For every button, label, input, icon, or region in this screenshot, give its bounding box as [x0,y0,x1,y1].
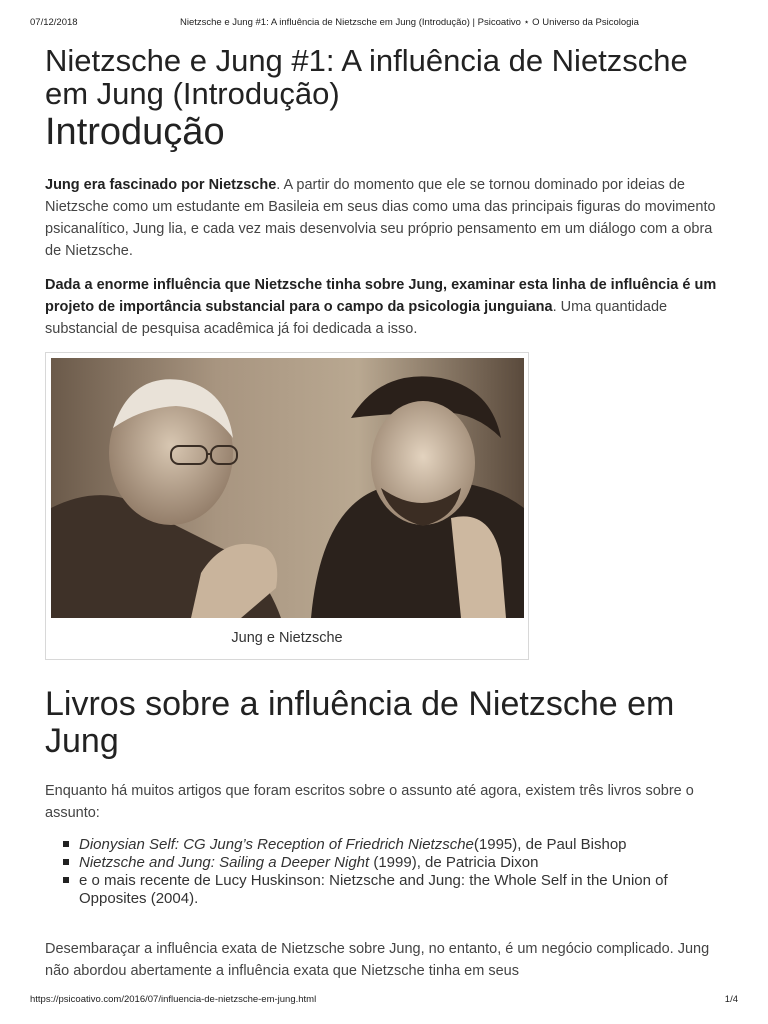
paragraph-3: Enquanto há muitos artigos que foram escritos sobre o assunto até agora, existem três livros sobre o assunto: [45,783,694,821]
paragraph-1-text: . A partir do momento que ele se tornou dominado por ideias de Nietzsche como um estudante em Basileia em seus dias como uma das principais figuras do movimento psicanalítico, Jung lia, e cada vez mais desenvolvia seu próprio pensamento em um diálogo com a obra de Nietzsche. [45,177,716,259]
print-page-title: Nietzsche e Jung #1: A influência de Nietzsche em Jung (Introdução) | Psicoativo ⋆ O Universo da Psicologia [180,17,639,28]
figure-caption: Jung e Nietzsche [231,630,343,646]
paragraph-4: Desembaraçar a influência exata de Nietzsche sobre Jung, no entanto, é um negócio complicado. Jung não abordou abertamente a influência exata que Nietzsche tinha em seus [45,941,710,979]
page-number: 1/4 [724,994,738,1005]
book-title: Nietzsche and Jung: Sailing a Deeper Night [79,854,370,871]
paragraph-1-bold: Jung era fascinado por Nietzsche [45,177,277,193]
book-details: (1999), de Patricia Dixon [369,854,539,871]
print-url: https://psicoativo.com/2016/07/influencia-de-nietzsche-em-jung.html [30,994,317,1005]
book-title: Dionysian Self: CG Jung’s Reception of Friedrich Nietzsche [79,836,474,853]
paragraph-2-bold: Dada a enorme influência que Nietzsche tinha sobre Jung, examinar esta linha de influência é um projeto de importância substancial para o campo da psicologia junguiana [45,277,717,315]
print-date: 07/12/2018 [30,17,78,28]
square-bullet-icon [63,859,69,865]
section-heading-livros: Livros sobre a influência de Nietzsche em Jung [45,685,675,760]
book-details: (1995), de Paul Bishop [473,836,627,853]
book-details: e o mais recente de Lucy Huskinson: Nietzsche and Jung: the Whole Self in the Union of Opposites (2004). [79,872,668,907]
book-item-huskinson [45,872,730,908]
article [45,44,730,994]
print-header [30,17,738,31]
jung-nietzsche-photo [51,358,524,618]
paragraph-1 [45,174,730,262]
article-title: Nietzsche e Jung #1: A influência de Nietzsche em Jung (Introdução) [45,43,688,111]
book-item-dixon [45,854,730,872]
book-list [45,836,730,908]
print-footer [30,994,738,1008]
book-item-bishop [45,836,730,854]
subheading-introducao: Introdução [45,111,225,153]
square-bullet-icon [63,841,69,847]
figure-jung-nietzsche [45,352,529,660]
square-bullet-icon [63,877,69,883]
paragraph-2-text: . Uma quantidade substancial de pesquisa acadêmica já foi dedicada a isso. [45,299,668,337]
paragraph-2 [45,274,730,340]
